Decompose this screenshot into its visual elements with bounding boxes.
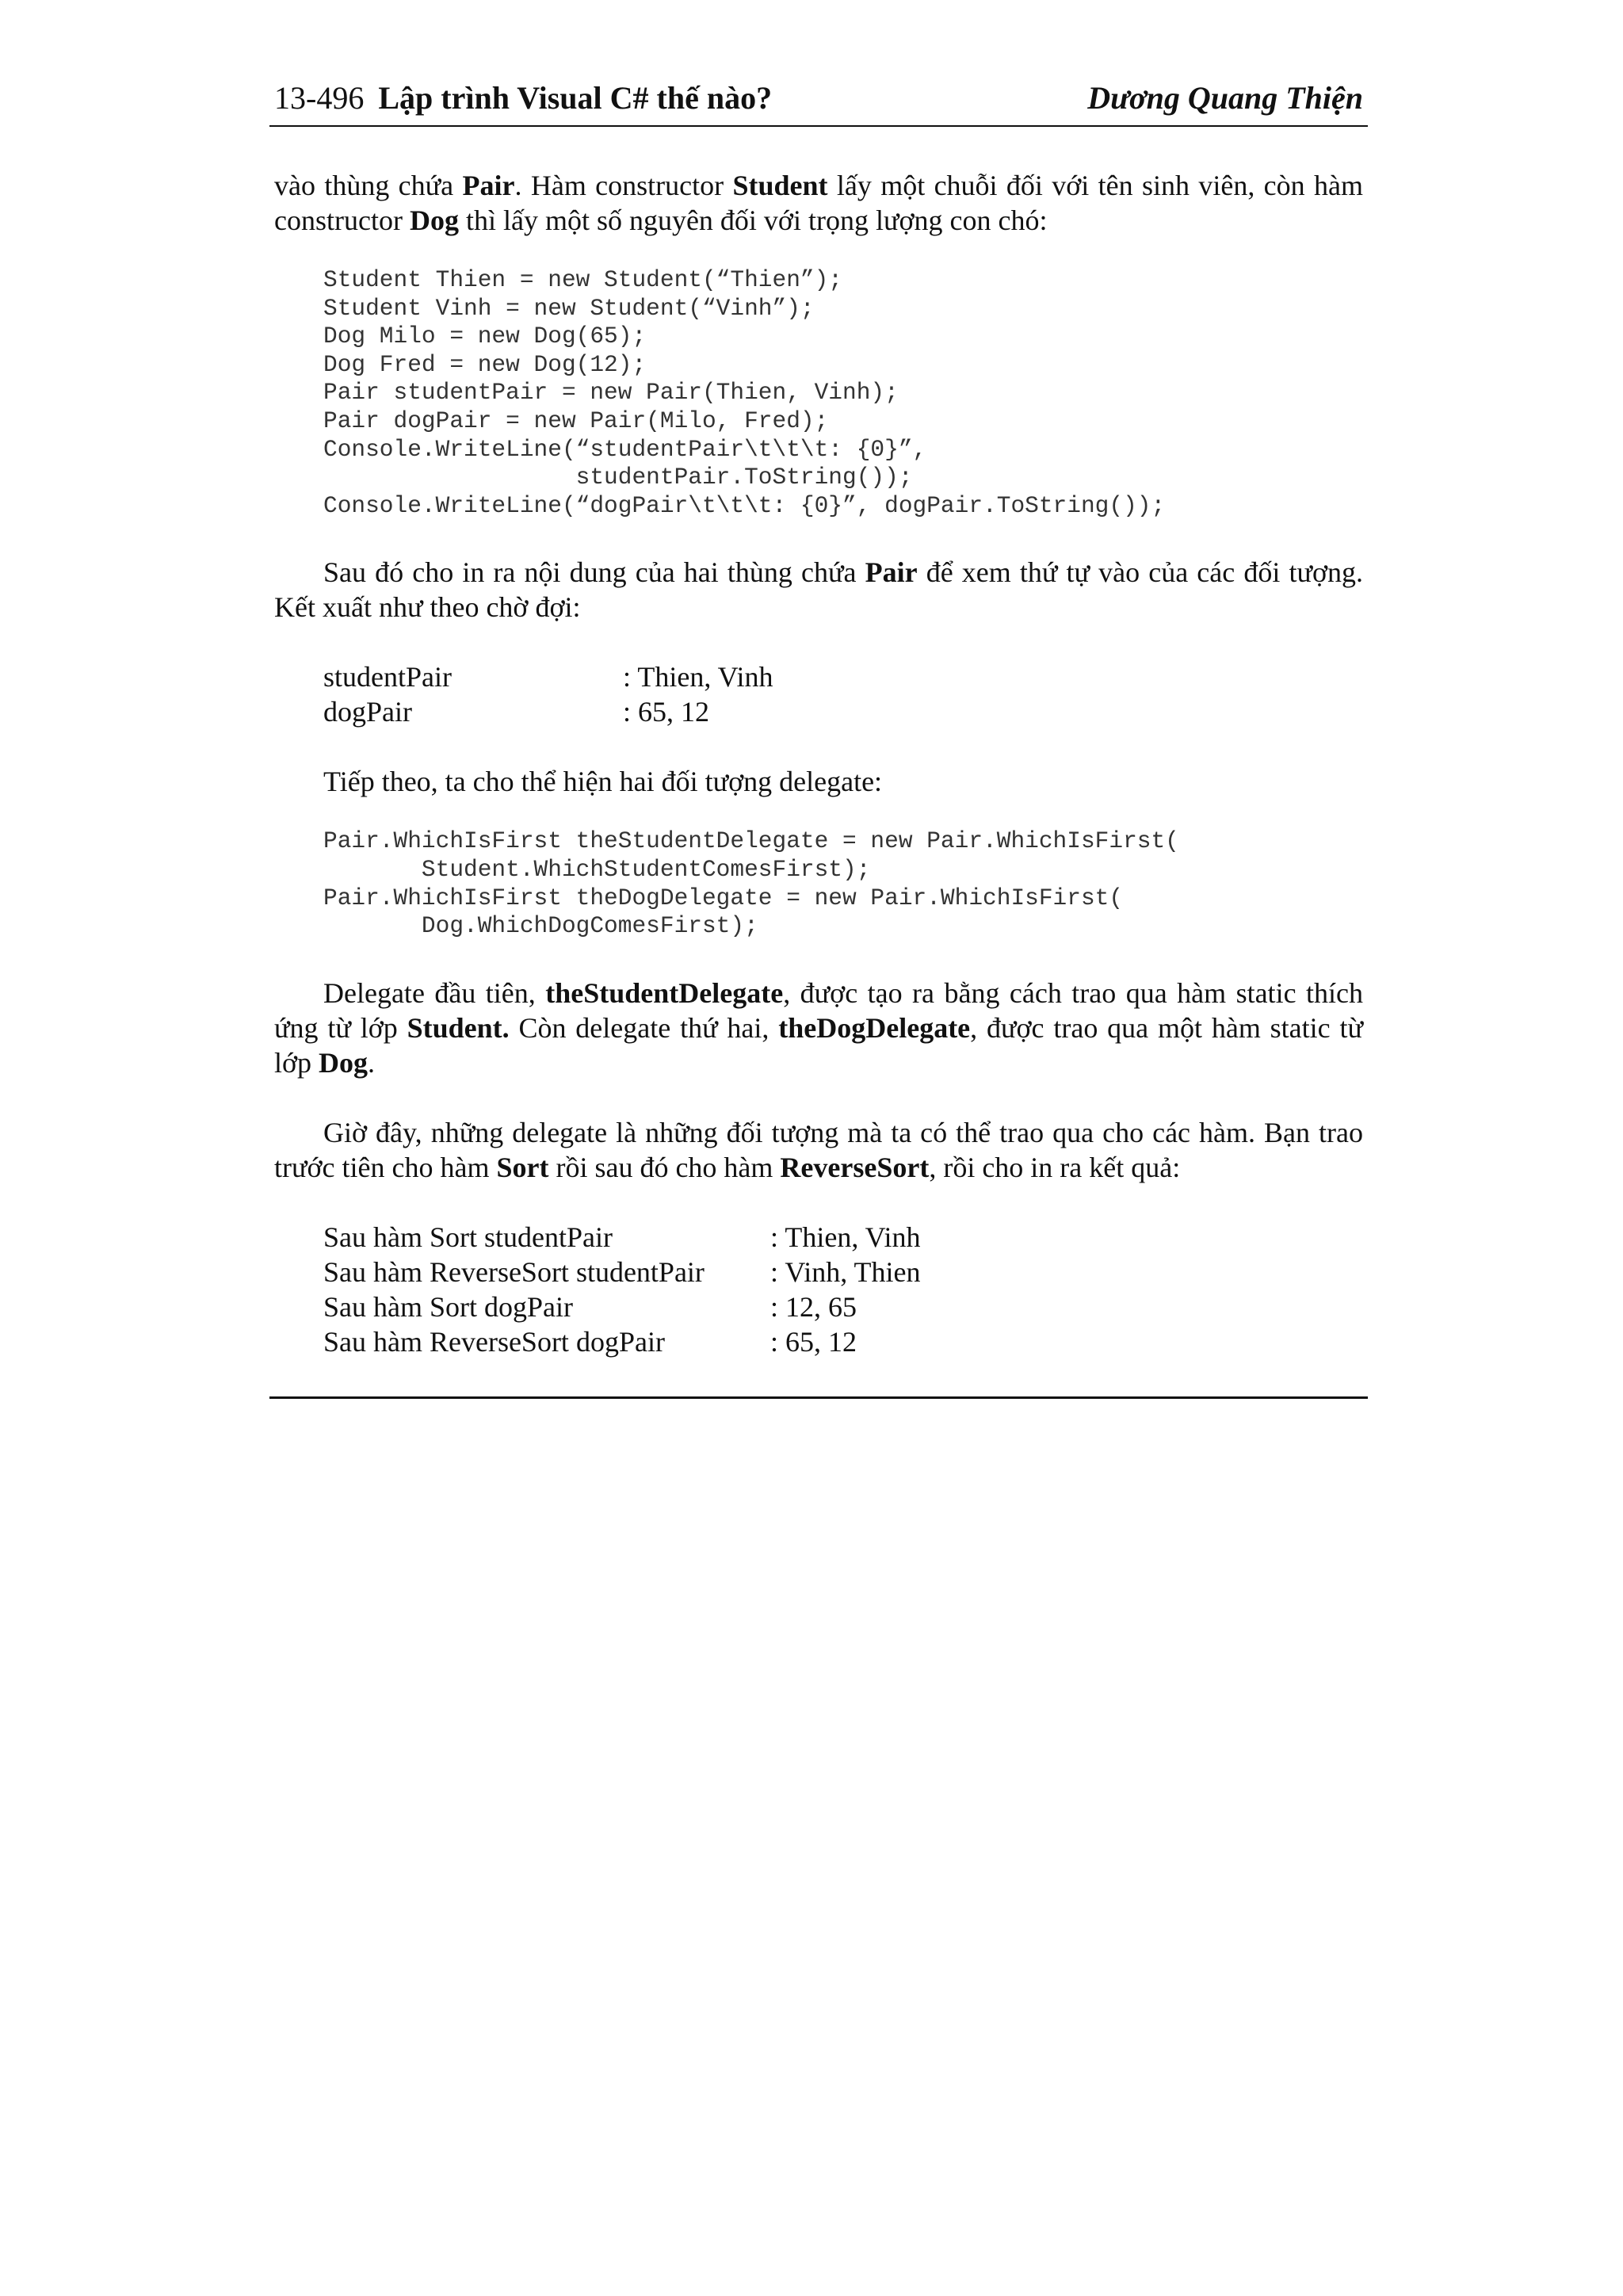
output-value: : Thien, Vinh <box>770 1221 921 1253</box>
output-row <box>323 694 1363 729</box>
code-block-constructors <box>274 266 1363 520</box>
output-key: Sau hàm Sort studentPair <box>323 1221 613 1253</box>
paragraph-print-pairs <box>274 555 1363 625</box>
header-left <box>274 76 772 120</box>
text-run: Giờ đây, những delegate là những đối tượng mà ta có thể trao qua cho các hàm. Bạn trao trước tiên cho hàm <box>274 1116 1363 1183</box>
output-value: : Vinh, Thien <box>770 1255 921 1288</box>
footer-divider <box>269 1396 1368 1399</box>
text-run: Tiếp theo, ta cho thể hiện hai đối tượng delegate: <box>323 766 883 798</box>
output-value: : 12, 65 <box>770 1290 857 1323</box>
paragraph-intro <box>274 168 1363 238</box>
output-row <box>323 1289 1363 1324</box>
text-run: , được trao qua một hàm static từ lớp <box>274 1011 1363 1079</box>
text-run: thì lấy một số nguyên đối với trọng lượng con chó: <box>458 204 1048 236</box>
code-line: Pair.WhichIsFirst theStudentDelegate = new Pair.WhichIsFirst( <box>323 827 1179 855</box>
code-line: Pair.WhichIsFirst theDogDelegate = new Pair.WhichIsFirst( <box>323 884 1124 911</box>
bold-term: Pair <box>462 170 515 201</box>
text-run: để xem thứ tự vào của các đối tượng. Kết xuất như theo chờ đợi: <box>274 556 1363 624</box>
output-value: : 65, 12 <box>770 1325 857 1358</box>
code-line: Console.WriteLine(“dogPair\t\t\t: {0}”, dogPair.ToString()); <box>323 491 1166 519</box>
bold-term: theStudentDelegate <box>545 976 784 1009</box>
output-key: Sau hàm ReverseSort dogPair <box>323 1325 665 1358</box>
output-key: Sau hàm ReverseSort studentPair <box>323 1255 705 1288</box>
output-block-pairs <box>274 659 1363 729</box>
paragraph-delegates-intro <box>274 764 1363 799</box>
bold-term: Student <box>732 170 828 201</box>
text-run: rồi sau đó cho hàm <box>548 1151 781 1183</box>
bold-term: Student. <box>407 1011 510 1044</box>
output-row <box>323 1220 1363 1255</box>
book-title: Lập trình Visual C# thế nào? <box>378 80 773 116</box>
output-row <box>323 659 1363 694</box>
bold-term: Dog <box>319 1046 369 1079</box>
output-value: : 65, 12 <box>623 696 710 728</box>
code-line: Student Vinh = new Student(“Vinh”); <box>323 294 815 322</box>
output-key: studentPair <box>323 661 452 693</box>
output-row <box>323 1324 1363 1359</box>
code-block-delegates <box>274 827 1363 940</box>
text-run: vào thùng chứa <box>274 170 463 201</box>
paragraph-sort-explain <box>274 1115 1363 1185</box>
bold-term: theDogDelegate <box>778 1011 971 1044</box>
code-line: Student.WhichStudentComesFirst); <box>323 855 871 883</box>
code-line: Dog.WhichDogComesFirst); <box>323 912 758 940</box>
page-header <box>269 76 1368 127</box>
page-number: 13-496 <box>274 80 365 116</box>
code-line: studentPair.ToString()); <box>323 464 913 491</box>
author-name: Dương Quang Thiện <box>1087 80 1363 116</box>
output-row <box>323 1255 1363 1289</box>
text-run: . Hàm constructor <box>514 170 733 201</box>
paragraph-delegate-explain <box>274 976 1363 1080</box>
text-run: lấy một chuỗi đối với tên sinh viên, còn hàm constructor <box>274 170 1363 236</box>
code-line: Dog Milo = new Dog(65); <box>323 323 647 350</box>
code-line: Pair dogPair = new Pair(Milo, Fred); <box>323 407 829 434</box>
bold-term: Dog <box>409 204 459 236</box>
output-block-sort <box>274 1220 1363 1359</box>
bold-term: Pair <box>865 556 918 589</box>
code-line: Pair studentPair = new Pair(Thien, Vinh); <box>323 379 899 407</box>
code-line: Student Thien = new Student(“Thien”); <box>323 266 843 293</box>
text-run: Delegate đầu tiên, <box>323 976 546 1009</box>
text-run: . <box>368 1046 376 1079</box>
code-line: Dog Fred = new Dog(12); <box>323 350 647 378</box>
bold-term: Sort <box>496 1151 549 1183</box>
text-run: , được tạo ra bằng cách trao qua hàm static thích ứng từ lớp <box>274 976 1363 1044</box>
output-value: : Thien, Vinh <box>623 661 773 693</box>
output-key: Sau hàm Sort dogPair <box>323 1290 573 1323</box>
text-run: Sau đó cho in ra nội dung của hai thùng chứa <box>323 556 865 589</box>
page-content <box>274 168 1363 1359</box>
text-run: Còn delegate thứ hai, <box>509 1011 779 1044</box>
bold-term: ReverseSort <box>780 1151 930 1183</box>
output-key: dogPair <box>323 696 412 728</box>
text-run: , rồi cho in ra kết quả: <box>929 1151 1181 1183</box>
code-line: Console.WriteLine(“studentPair\t\t\t: {0}”, <box>323 435 927 463</box>
